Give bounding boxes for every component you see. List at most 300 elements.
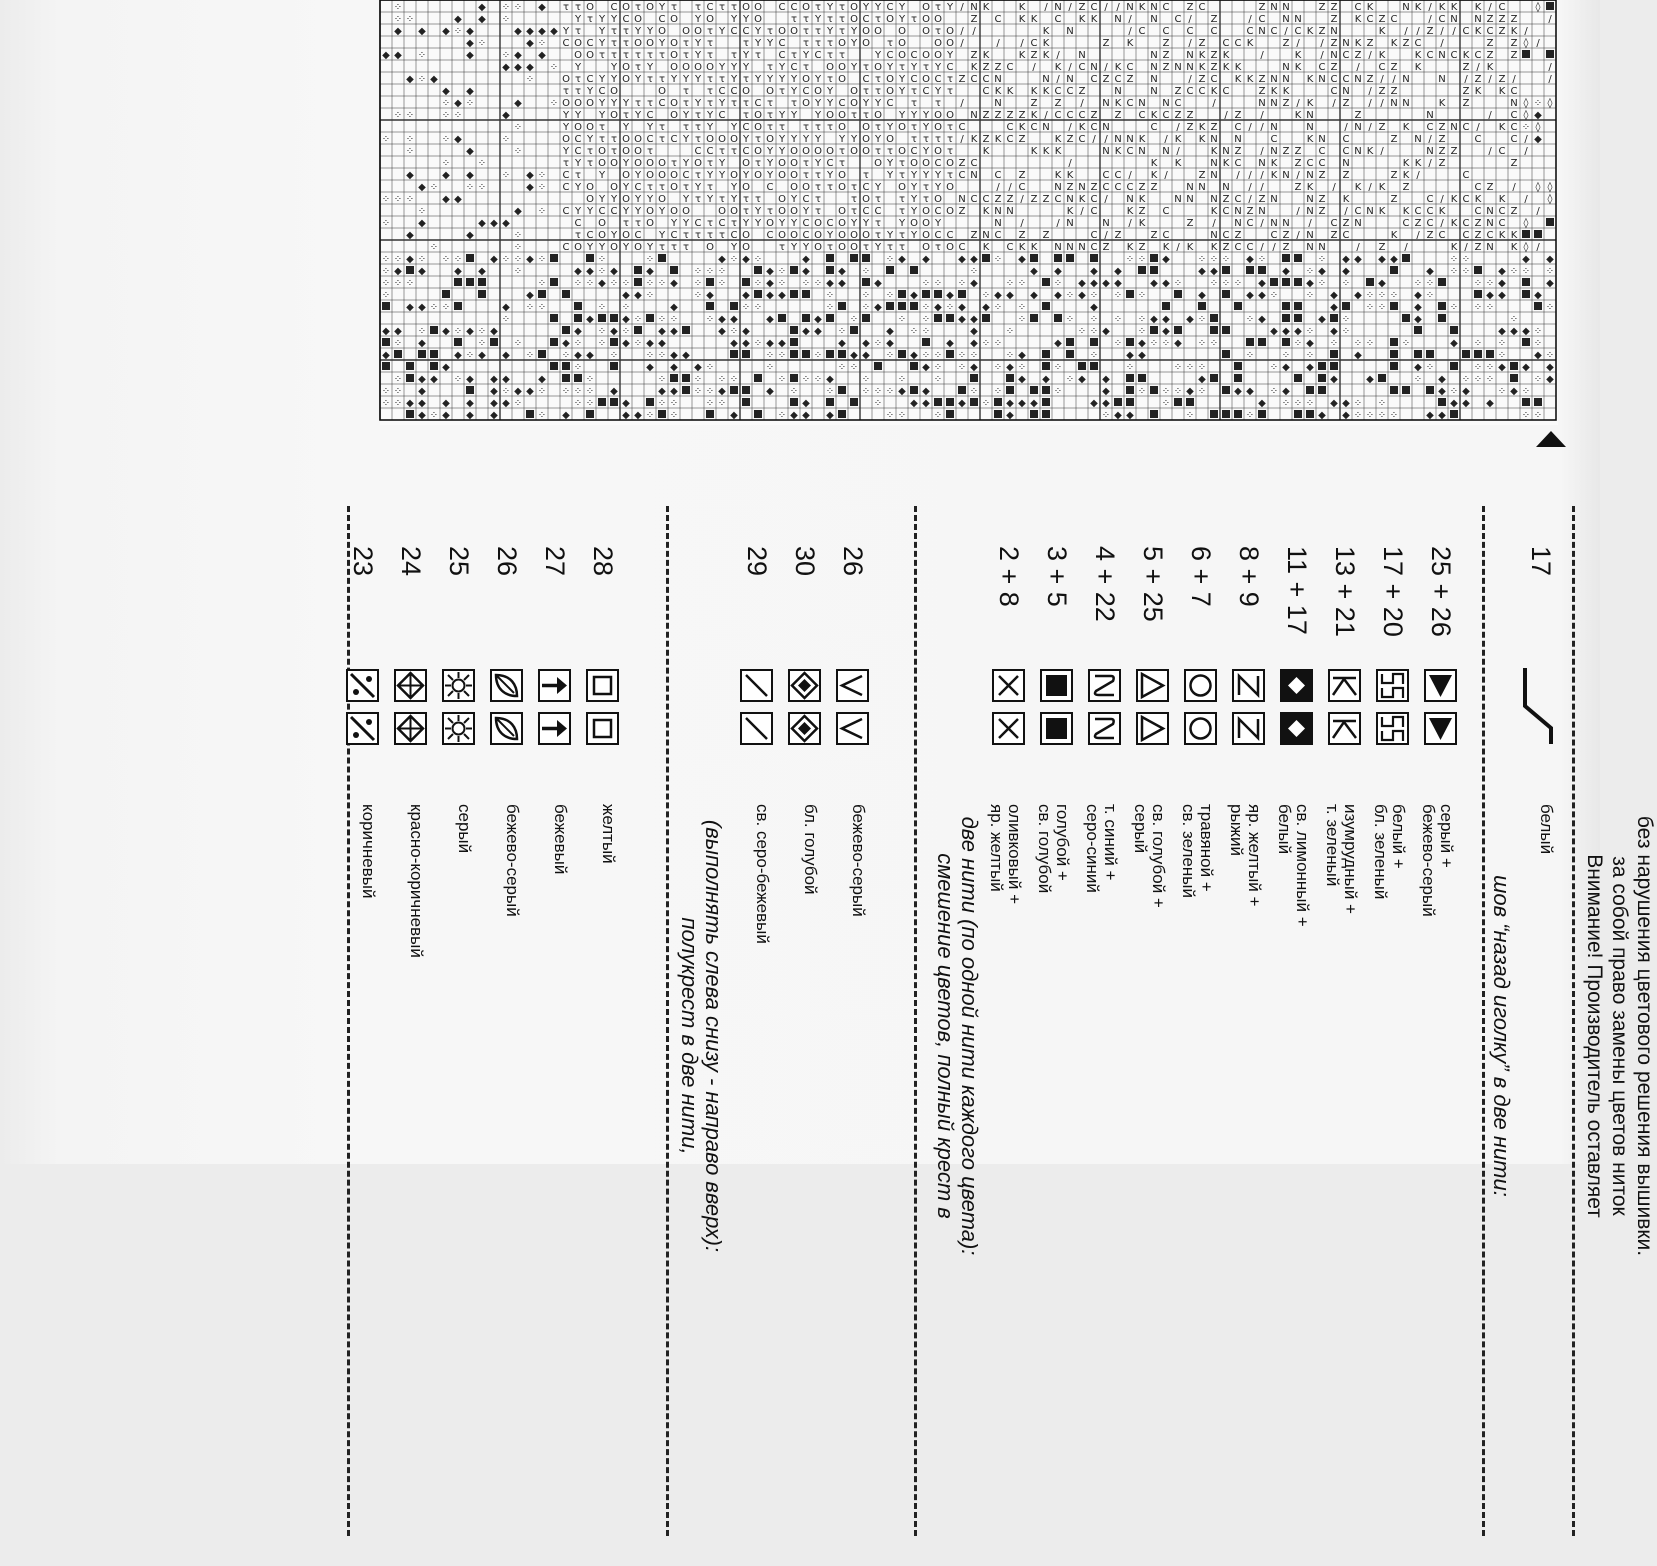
svg-text:⁘: ⁘ xyxy=(717,398,727,409)
svg-text:C: C xyxy=(706,2,714,13)
svg-text:Z: Z xyxy=(1474,74,1482,85)
svg-text:K: K xyxy=(1030,242,1038,253)
svg-text:τ: τ xyxy=(670,158,678,169)
svg-text:⁘: ⁘ xyxy=(861,302,871,313)
svg-text:◆: ◆ xyxy=(1546,254,1554,265)
svg-text:Z: Z xyxy=(1006,110,1014,121)
svg-text:⁘: ⁘ xyxy=(1125,254,1135,265)
svg-text:Y: Y xyxy=(898,218,906,229)
svg-text:Y: Y xyxy=(910,206,918,217)
svg-text:N: N xyxy=(1306,122,1314,133)
svg-text:/: / xyxy=(1260,146,1264,157)
svg-text:τ: τ xyxy=(694,122,702,133)
svg-text:τ: τ xyxy=(742,98,750,109)
svg-text:⁘: ⁘ xyxy=(753,254,763,265)
svg-text:◆: ◆ xyxy=(958,314,966,325)
svg-text:◆: ◆ xyxy=(478,350,486,361)
svg-text:N: N xyxy=(1210,230,1218,241)
svg-text:Y: Y xyxy=(658,230,666,241)
svg-text:C: C xyxy=(802,194,810,205)
svg-text:τ: τ xyxy=(658,122,666,133)
svg-text:⁘: ⁘ xyxy=(657,374,667,385)
svg-text:K: K xyxy=(1210,242,1218,253)
svg-text:K: K xyxy=(1210,206,1218,217)
svg-text:/: / xyxy=(1440,26,1444,37)
svg-text:O: O xyxy=(670,14,678,25)
svg-text:τ: τ xyxy=(694,230,702,241)
svg-text:C: C xyxy=(982,74,990,85)
svg-text:O: O xyxy=(862,122,870,133)
svg-text:/: / xyxy=(1464,242,1468,253)
thread-color-name-2: серый xyxy=(1131,804,1150,854)
svg-text:Z: Z xyxy=(982,62,990,73)
svg-text:O: O xyxy=(838,38,846,49)
svg-text:Z: Z xyxy=(1330,62,1338,73)
svg-text:◆: ◆ xyxy=(1090,278,1098,289)
svg-text:/: / xyxy=(1248,122,1252,133)
svg-text:Z: Z xyxy=(1258,2,1266,13)
svg-text:◆: ◆ xyxy=(1126,410,1134,421)
svg-text:O: O xyxy=(922,206,930,217)
svg-text:K: K xyxy=(1306,26,1314,37)
svg-text:τ: τ xyxy=(754,158,762,169)
svg-text:⁘: ⁘ xyxy=(1413,278,1423,289)
svg-text:Z: Z xyxy=(1366,38,1374,49)
svg-text:τ: τ xyxy=(706,26,714,37)
svg-text:K: K xyxy=(1474,194,1482,205)
svg-text:Z: Z xyxy=(1042,194,1050,205)
svg-text:O: O xyxy=(910,218,918,229)
svg-text:Y: Y xyxy=(562,26,570,37)
svg-text:⁘: ⁘ xyxy=(801,278,811,289)
svg-text:τ: τ xyxy=(790,50,798,61)
svg-text:Z: Z xyxy=(1222,242,1230,253)
thread-color-name: бл. голубой xyxy=(801,804,820,895)
svg-text:Z: Z xyxy=(1150,230,1158,241)
svg-text:◆: ◆ xyxy=(730,338,738,349)
svg-text:C: C xyxy=(1054,110,1062,121)
svg-text:◆: ◆ xyxy=(922,386,930,397)
svg-text:O: O xyxy=(934,50,942,61)
svg-text:◊: ◊ xyxy=(1523,218,1529,229)
svg-text:τ: τ xyxy=(718,2,726,13)
svg-text:⁘: ⁘ xyxy=(1545,266,1555,277)
svg-text:⁘: ⁘ xyxy=(1065,374,1075,385)
svg-text:◆: ◆ xyxy=(610,386,618,397)
svg-text:◆: ◆ xyxy=(766,290,774,301)
svg-text:⁘: ⁘ xyxy=(645,254,655,265)
svg-text:⁘: ⁘ xyxy=(1185,410,1195,421)
svg-text:⁘: ⁘ xyxy=(441,110,451,121)
svg-text:⁘: ⁘ xyxy=(381,386,391,397)
svg-text:K: K xyxy=(1402,158,1410,169)
svg-text:τ: τ xyxy=(898,206,906,217)
svg-text:Y: Y xyxy=(898,74,906,85)
svg-text:Z: Z xyxy=(1258,194,1266,205)
svg-text:◆: ◆ xyxy=(658,326,666,337)
svg-text:τ: τ xyxy=(694,170,702,181)
svg-text:Z: Z xyxy=(1330,2,1338,13)
svg-text:Y: Y xyxy=(658,2,666,13)
svg-text:◆: ◆ xyxy=(1078,374,1086,385)
svg-text:K: K xyxy=(1054,62,1062,73)
svg-text:N: N xyxy=(1426,110,1434,121)
svg-text:N: N xyxy=(1318,242,1326,253)
svg-text:Z: Z xyxy=(1330,38,1338,49)
svg-text:K: K xyxy=(1378,206,1386,217)
svg-text:⁘: ⁘ xyxy=(1257,254,1267,265)
svg-text:C: C xyxy=(646,134,654,145)
svg-text:◆: ◆ xyxy=(490,254,498,265)
svg-text:◆: ◆ xyxy=(730,314,738,325)
svg-text:◆: ◆ xyxy=(382,350,390,361)
svg-text:O: O xyxy=(874,110,882,121)
svg-text:⁘: ⁘ xyxy=(501,170,511,181)
svg-text:/: / xyxy=(1548,62,1552,73)
svg-text:O: O xyxy=(802,182,810,193)
svg-text:◆: ◆ xyxy=(622,314,630,325)
svg-text:⁘: ⁘ xyxy=(1497,386,1507,397)
svg-text:Y: Y xyxy=(730,62,738,73)
svg-text:⁘: ⁘ xyxy=(1137,314,1147,325)
svg-text:C: C xyxy=(1426,218,1434,229)
svg-text:◆: ◆ xyxy=(1390,254,1398,265)
svg-text:Y: Y xyxy=(838,134,846,145)
svg-text:C: C xyxy=(1498,146,1506,157)
svg-text:◆: ◆ xyxy=(898,386,906,397)
svg-text:⁘: ⁘ xyxy=(1485,374,1495,385)
svg-text:Z: Z xyxy=(970,230,978,241)
svg-text:C: C xyxy=(958,170,966,181)
svg-text:Z: Z xyxy=(1054,98,1062,109)
svg-text:⁘: ⁘ xyxy=(1449,386,1459,397)
svg-text:⁘: ⁘ xyxy=(1365,302,1375,313)
svg-text:C: C xyxy=(946,62,954,73)
svg-text:Z: Z xyxy=(970,14,978,25)
svg-text:N: N xyxy=(1450,14,1458,25)
svg-text:O: O xyxy=(874,158,882,169)
svg-text:C: C xyxy=(658,14,666,25)
thread-number: 8 + 9 xyxy=(1234,546,1264,607)
legend-row-blend xyxy=(1131,506,1171,1566)
svg-text:K: K xyxy=(1306,134,1314,145)
svg-text:τ: τ xyxy=(682,230,690,241)
svg-text:⁘: ⁘ xyxy=(1113,314,1123,325)
thread-color-name: белый xyxy=(1537,804,1556,855)
svg-text:/: / xyxy=(1440,194,1444,205)
svg-text:◆: ◆ xyxy=(1030,398,1038,409)
svg-text:Z: Z xyxy=(1330,14,1338,25)
svg-text:◆: ◆ xyxy=(658,338,666,349)
svg-text:⁘: ⁘ xyxy=(1245,410,1255,421)
svg-text:O: O xyxy=(778,158,786,169)
svg-text:O: O xyxy=(682,206,690,217)
svg-text:⁘: ⁘ xyxy=(513,242,523,253)
svg-text:C: C xyxy=(1126,146,1134,157)
svg-text:/: / xyxy=(1428,2,1432,13)
svg-text:O: O xyxy=(730,134,738,145)
svg-text:◆: ◆ xyxy=(1030,266,1038,277)
svg-text:Y: Y xyxy=(694,50,702,61)
svg-text:◆: ◆ xyxy=(886,326,894,337)
svg-text:N: N xyxy=(1270,122,1278,133)
svg-text:K: K xyxy=(1246,38,1254,49)
svg-text:◆: ◆ xyxy=(910,290,918,301)
svg-text:⁘: ⁘ xyxy=(885,410,895,421)
svg-text:/: / xyxy=(1368,86,1372,97)
svg-text:◆: ◆ xyxy=(886,338,894,349)
svg-text:Y: Y xyxy=(778,218,786,229)
svg-text:◆: ◆ xyxy=(418,182,426,193)
svg-text:τ: τ xyxy=(706,74,714,85)
svg-text:O: O xyxy=(850,14,858,25)
svg-text:⁘: ⁘ xyxy=(1533,98,1543,109)
svg-text:τ: τ xyxy=(946,146,954,157)
svg-text:◆: ◆ xyxy=(538,50,546,61)
svg-text:◆: ◆ xyxy=(1174,338,1182,349)
svg-text:Z: Z xyxy=(1066,182,1074,193)
svg-text:◆: ◆ xyxy=(514,386,522,397)
svg-text:Z: Z xyxy=(1294,158,1302,169)
svg-text:◆: ◆ xyxy=(826,374,834,385)
svg-text:O: O xyxy=(814,230,822,241)
svg-text:N: N xyxy=(1294,14,1302,25)
svg-text:Y: Y xyxy=(850,38,858,49)
svg-text:⁘: ⁘ xyxy=(981,398,991,409)
svg-text:/: / xyxy=(1044,110,1048,121)
svg-text:C: C xyxy=(1486,230,1494,241)
svg-text:/: / xyxy=(1260,242,1264,253)
svg-text:K: K xyxy=(1486,62,1494,73)
svg-text:◆: ◆ xyxy=(1006,290,1014,301)
svg-text:O: O xyxy=(682,26,690,37)
svg-text:◆: ◆ xyxy=(1126,350,1134,361)
svg-text:Y: Y xyxy=(622,206,630,217)
svg-text:τ: τ xyxy=(850,110,858,121)
legend-row-blend xyxy=(1227,506,1267,1566)
svg-text:N: N xyxy=(1414,134,1422,145)
svg-text:◆: ◆ xyxy=(406,398,414,409)
svg-text:C: C xyxy=(1318,146,1326,157)
svg-text:⁘: ⁘ xyxy=(561,350,571,361)
svg-text:τ: τ xyxy=(826,242,834,253)
svg-text:K: K xyxy=(1294,50,1302,61)
svg-text:◆: ◆ xyxy=(898,254,906,265)
svg-text:/: / xyxy=(1368,122,1372,133)
svg-text:O: O xyxy=(562,134,570,145)
svg-text:C: C xyxy=(1162,230,1170,241)
svg-text:/: / xyxy=(1176,122,1180,133)
svg-text:⁘: ⁘ xyxy=(1485,362,1495,373)
svg-text:N: N xyxy=(1438,50,1446,61)
svg-text:K: K xyxy=(1078,122,1086,133)
thread-color-name-1: яр. желтый + xyxy=(1245,804,1264,907)
svg-text:C: C xyxy=(1426,206,1434,217)
svg-text:⁘: ⁘ xyxy=(1077,326,1087,337)
svg-text:C: C xyxy=(1258,14,1266,25)
svg-text:C: C xyxy=(718,218,726,229)
svg-text:⁘: ⁘ xyxy=(609,278,619,289)
svg-text:Z: Z xyxy=(982,134,990,145)
svg-text:Z: Z xyxy=(1186,110,1194,121)
svg-text:Z: Z xyxy=(1282,98,1290,109)
svg-text:⁘: ⁘ xyxy=(1461,374,1471,385)
svg-text:K: K xyxy=(1510,26,1518,37)
svg-text:C: C xyxy=(1270,26,1278,37)
svg-text:◆: ◆ xyxy=(418,374,426,385)
svg-text:◆: ◆ xyxy=(514,206,522,217)
svg-text:O: O xyxy=(922,242,930,253)
thread-number: 25 xyxy=(444,546,474,577)
svg-text:N: N xyxy=(1066,74,1074,85)
svg-text:◆: ◆ xyxy=(802,410,810,421)
svg-text:◆: ◆ xyxy=(622,410,630,421)
thread-number: 23 xyxy=(348,546,378,577)
svg-text:⁘: ⁘ xyxy=(513,230,523,241)
svg-text:C: C xyxy=(562,38,570,49)
svg-text:Y: Y xyxy=(718,26,726,37)
svg-text:◆: ◆ xyxy=(490,410,498,421)
svg-text:O: O xyxy=(574,98,582,109)
svg-text:C: C xyxy=(1114,74,1122,85)
svg-text:⁘: ⁘ xyxy=(573,278,583,289)
svg-text:⁘: ⁘ xyxy=(1017,278,1027,289)
svg-text:⁘: ⁘ xyxy=(1053,278,1063,289)
svg-text:N: N xyxy=(1402,74,1410,85)
circle-icon xyxy=(1184,712,1217,745)
svg-text:C: C xyxy=(1474,134,1482,145)
svg-text:⁘: ⁘ xyxy=(861,374,871,385)
svg-text:◆: ◆ xyxy=(1378,254,1386,265)
svg-text:C: C xyxy=(574,218,582,229)
svg-text:K: K xyxy=(1078,194,1086,205)
svg-text:τ: τ xyxy=(706,86,714,97)
svg-text:Z: Z xyxy=(1318,26,1326,37)
svg-text:Y: Y xyxy=(766,146,774,157)
svg-text:O: O xyxy=(934,146,942,157)
svg-text:N: N xyxy=(1354,146,1362,157)
svg-text:⁘: ⁘ xyxy=(513,146,523,157)
svg-text:◆: ◆ xyxy=(706,290,714,301)
svg-text:τ: τ xyxy=(574,26,582,37)
svg-text:K: K xyxy=(1150,110,1158,121)
svg-text:Y: Y xyxy=(922,146,930,157)
svg-text:◆: ◆ xyxy=(922,254,930,265)
svg-text:◆: ◆ xyxy=(466,38,474,49)
svg-text:K: K xyxy=(1498,86,1506,97)
svg-text:⁘: ⁘ xyxy=(921,278,931,289)
svg-text:◆: ◆ xyxy=(670,362,678,373)
svg-text:O: O xyxy=(670,182,678,193)
svg-text:O: O xyxy=(838,110,846,121)
svg-text:◆: ◆ xyxy=(958,302,966,313)
svg-text:C: C xyxy=(862,74,870,85)
svg-text:⁘: ⁘ xyxy=(1365,290,1375,301)
svg-text:τ: τ xyxy=(778,242,786,253)
triangle-icon xyxy=(1136,669,1169,702)
svg-text:◆: ◆ xyxy=(466,50,474,61)
svg-text:C: C xyxy=(1054,194,1062,205)
svg-text:◆: ◆ xyxy=(574,326,582,337)
svg-text:C: C xyxy=(982,194,990,205)
svg-text:◆: ◆ xyxy=(1282,362,1290,373)
svg-text:/: / xyxy=(1248,14,1252,25)
svg-text:◆: ◆ xyxy=(1138,350,1146,361)
svg-text:◆: ◆ xyxy=(670,386,678,397)
svg-text:Z: Z xyxy=(1474,218,1482,229)
svg-text:◆: ◆ xyxy=(406,302,414,313)
svg-text:Y: Y xyxy=(754,38,762,49)
svg-text:◊: ◊ xyxy=(1523,242,1529,253)
svg-text:⁘: ⁘ xyxy=(705,314,715,325)
svg-text:⁘: ⁘ xyxy=(1197,386,1207,397)
svg-text:O: O xyxy=(790,206,798,217)
svg-text:C: C xyxy=(826,158,834,169)
svg-text:C: C xyxy=(1078,110,1086,121)
svg-text:K: K xyxy=(1450,194,1458,205)
svg-text:◆: ◆ xyxy=(1486,398,1494,409)
svg-text:N: N xyxy=(970,110,978,121)
svg-text:/: / xyxy=(1332,182,1336,193)
svg-text:Z: Z xyxy=(1210,62,1218,73)
svg-text:⁘: ⁘ xyxy=(693,386,703,397)
svg-text:Y: Y xyxy=(886,170,894,181)
svg-text:C: C xyxy=(886,98,894,109)
svg-text:N: N xyxy=(1234,206,1242,217)
svg-text:Y: Y xyxy=(730,242,738,253)
svg-text:Y: Y xyxy=(910,110,918,121)
svg-text:N: N xyxy=(1210,134,1218,145)
svg-text:⁘: ⁘ xyxy=(621,302,631,313)
svg-text:O: O xyxy=(886,14,894,25)
svg-text:N: N xyxy=(1366,206,1374,217)
svg-text:/: / xyxy=(1248,194,1252,205)
svg-text:⁘: ⁘ xyxy=(1449,254,1459,265)
svg-text:⁘: ⁘ xyxy=(597,266,607,277)
filled-diamond-square-icon xyxy=(1280,669,1313,702)
x-cross-icon xyxy=(992,712,1025,745)
svg-text:Y: Y xyxy=(634,26,642,37)
svg-text:⁘: ⁘ xyxy=(1209,338,1219,349)
svg-text:Y: Y xyxy=(670,74,678,85)
svg-text:Y: Y xyxy=(646,242,654,253)
svg-text:⁘: ⁘ xyxy=(1413,374,1423,385)
svg-text:τ: τ xyxy=(598,134,606,145)
svg-text:C: C xyxy=(862,182,870,193)
svg-text:K: K xyxy=(1342,194,1350,205)
svg-text:Y: Y xyxy=(646,26,654,37)
svg-text:K: K xyxy=(1186,242,1194,253)
svg-text:⁘: ⁘ xyxy=(969,350,979,361)
svg-text:Z: Z xyxy=(1018,134,1026,145)
svg-text:C: C xyxy=(1222,86,1230,97)
svg-text:C: C xyxy=(958,122,966,133)
svg-text:O: O xyxy=(922,50,930,61)
svg-text:/: / xyxy=(1068,158,1072,169)
svg-text:Y: Y xyxy=(814,134,822,145)
svg-text:/: / xyxy=(1452,26,1456,37)
svg-text:τ: τ xyxy=(682,50,690,61)
svg-text:Z: Z xyxy=(1258,74,1266,85)
svg-text:⁘: ⁘ xyxy=(825,290,835,301)
svg-text:N: N xyxy=(1126,194,1134,205)
svg-text:τ: τ xyxy=(634,50,642,61)
svg-text:O: O xyxy=(670,98,678,109)
svg-text:C: C xyxy=(826,218,834,229)
svg-text:C: C xyxy=(1342,146,1350,157)
svg-text:⁘: ⁘ xyxy=(1341,326,1351,337)
svg-text:O: O xyxy=(838,218,846,229)
